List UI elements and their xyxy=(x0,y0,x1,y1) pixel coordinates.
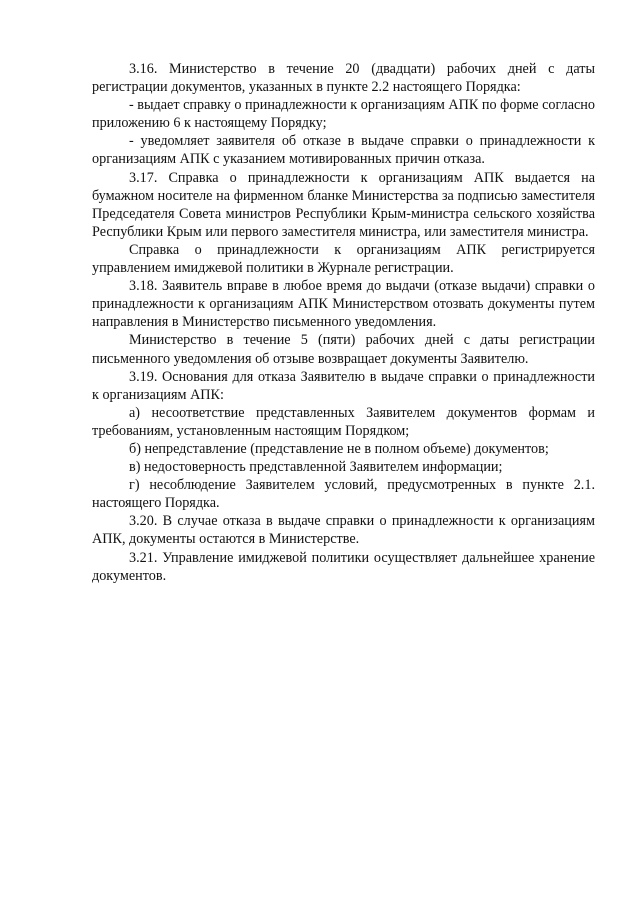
paragraph-3-16: 3.16. Министерство в течение 20 (двадцати) рабочих дней с даты регистрации документов, указанных в пункте 2.2 настоящего Порядка: xyxy=(92,61,595,96)
paragraph-3-19-item-g: г) несоблюдение Заявителем условий, предусмотренных в пункте 2.1. настоящего Порядка. xyxy=(92,477,595,512)
paragraph-3-17-registration: Справка о принадлежности к организациям АПК регистрируется управлением имиджевой политики в Журнале регистрации. xyxy=(92,241,595,277)
paragraph-3-16-item-refusal: - уведомляет заявителя об отказе в выдаче справки о принадлежности к организациям АПК с указанием мотивированных причин отказа. xyxy=(92,133,595,168)
paragraph-3-18-return: Министерство в течение 5 (пяти) рабочих дней с даты регистрации письменного уведомления об отзыве возвращает документы Заявителю. xyxy=(92,332,595,367)
paragraph-3-20: 3.20. В случае отказа в выдаче справки о принадлежности к организациям АПК, документы остаются в Министерстве. xyxy=(92,513,595,548)
paragraph-3-19-item-b: б) непредставление (представление не в полном объеме) документов; xyxy=(129,440,549,457)
paragraph-3-17: 3.17. Справка о принадлежности к организациям АПК выдается на бумажном носителе на фирменном бланке Министерства за подписью заместителя Председателя Совета министров Республики Крым-министра сельского хозяйства Республики Крым или первого заместителя министра, или заместителя министра. xyxy=(92,169,595,240)
document-body xyxy=(92,60,595,585)
paragraph-3-21: 3.21. Управление имиджевой политики осуществляет дальнейшее хранение документов. xyxy=(92,549,595,584)
paragraph-3-19-item-a: а) несоответствие представленных Заявителем документов формам и требованиям, установленным настоящим Порядком; xyxy=(92,404,595,439)
paragraph-3-19-item-v: в) недостоверность представленной Заявителем информации; xyxy=(129,459,503,476)
paragraph-3-16-item-issue: - выдает справку о принадлежности к организациям АПК по форме согласно приложению 6 к настоящему Порядку; xyxy=(92,97,595,132)
paragraph-3-18: 3.18. Заявитель вправе в любое время до выдачи (отказе выдачи) справки о принадлежности к организациям АПК Министерством отозвать документы путем направления в Министерство письменного уведомления. xyxy=(92,278,595,331)
paragraph-3-19: 3.19. Основания для отказа Заявителю в выдаче справки о принадлежности к организациям АПК: xyxy=(92,368,595,403)
